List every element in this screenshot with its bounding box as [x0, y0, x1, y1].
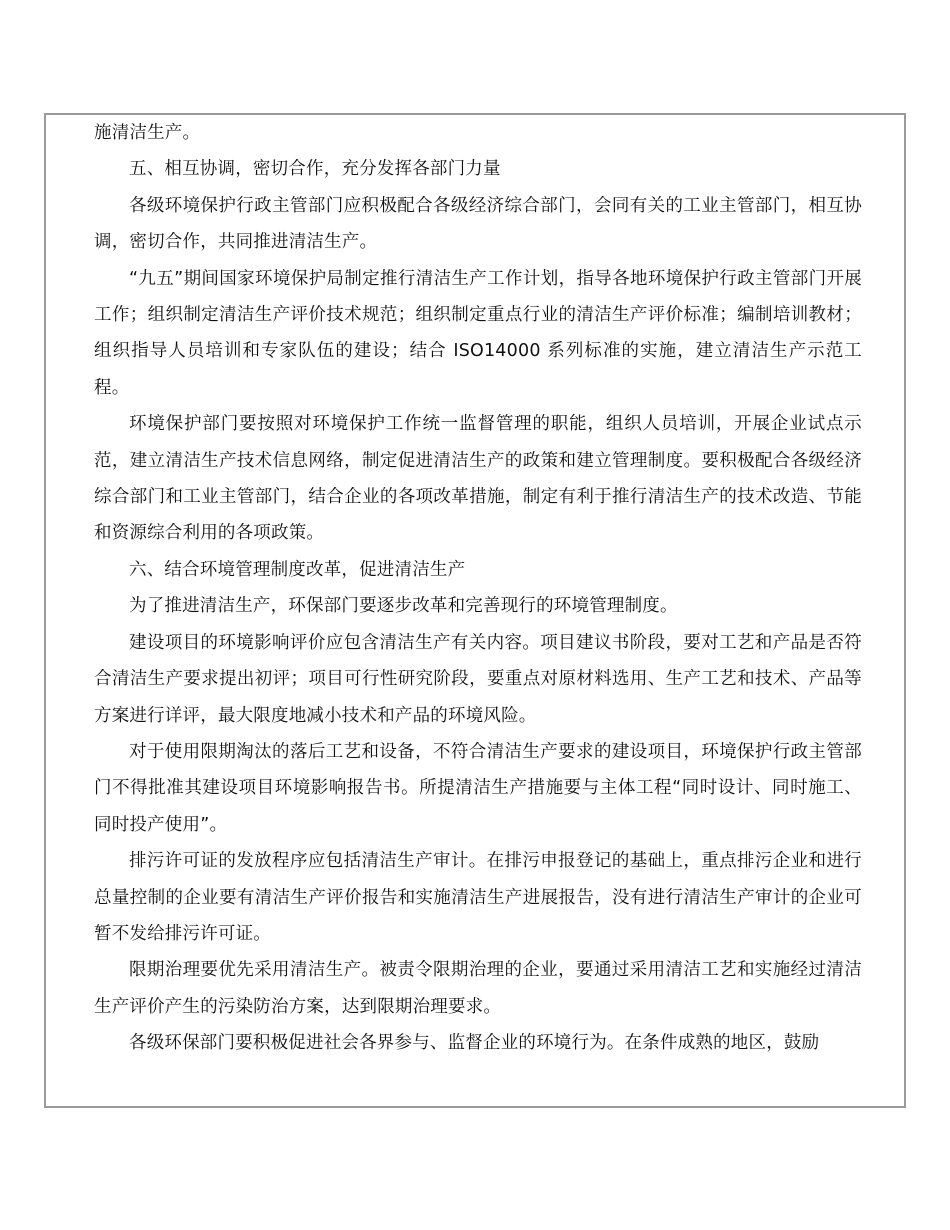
document-body [94, 115, 862, 1062]
paragraph: 为了推进清洁生产，环保部门要逐步改革和完善现行的环境管理制度。 [129, 596, 678, 617]
section-heading-5: 五、相互协调，密切合作，充分发挥各部门力量 [129, 159, 501, 180]
paragraph: 各级环保部门要积极促进社会各界参与、监督企业的环境行为。在条件成熟的地区，鼓励 [129, 1033, 820, 1054]
paragraph: 限期治理要优先采用清洁生产。被责令限期治理的企业，要通过采用清洁工艺和实施经过清洁生产评价产生的污染防治方案，达到限期治理要求。 [94, 960, 862, 1017]
paragraph: “九五”期间国家环境保护局制定推行清洁生产工作计划，指导各地环境保护行政主管部门开展工作；组织制定清洁生产评价技术规范；组织制定重点行业的清洁生产评价标准；编制培训教材；组织指导人员培训和专家队伍的建设；结合 ISO14000 系列标准的实施，建立清洁生产示范工程。 [94, 268, 862, 398]
paragraph: 环境保护部门要按照对环境保护工作统一监督管理的职能，组织人员培训，开展企业试点示范，建立清洁生产技术信息网络，制定促进清洁生产的政策和建立管理制度。要积极配合各级经济综合部门和工业主管部门，结合企业的各项改革措施，制定有利于推行清洁生产的技术改造、节能和资源综合利用的各项政策。 [94, 414, 862, 544]
paragraph: 建设项目的环境影响评价应包含清洁生产有关内容。项目建议书阶段，要对工艺和产品是否符合清洁生产要求提出初评；项目可行性研究阶段，要重点对原材料选用、生产工艺和技术、产品等方案进行详评，最大限度地减小技术和产品的环境风险。 [94, 632, 862, 726]
paragraph: 排污许可证的发放程序应包括清洁生产审计。在排污申报登记的基础上，重点排污企业和进行总量控制的企业要有清洁生产评价报告和实施清洁生产进展报告，没有进行清洁生产审计的企业可暂不发给排污许可证。 [94, 851, 862, 944]
paragraph: 施清洁生产。 [94, 123, 201, 143]
paragraph: 各级环境保护行政主管部门应积极配合各级经济综合部门，会同有关的工业主管部门，相互协调，密切合作，共同推进清洁生产。 [94, 195, 862, 253]
section-heading-6: 六、结合环境管理制度改革，促进清洁生产 [129, 559, 466, 580]
paragraph: 对于使用限期淘汰的落后工艺和设备，不符合清洁生产要求的建设项目，环境保护行政主管部门不得批准其建设项目环境影响报告书。所提清洁生产措施要与主体工程“同时设计、同时施工、同时投产使用”。 [94, 741, 862, 835]
document-page-frame [44, 113, 906, 1108]
